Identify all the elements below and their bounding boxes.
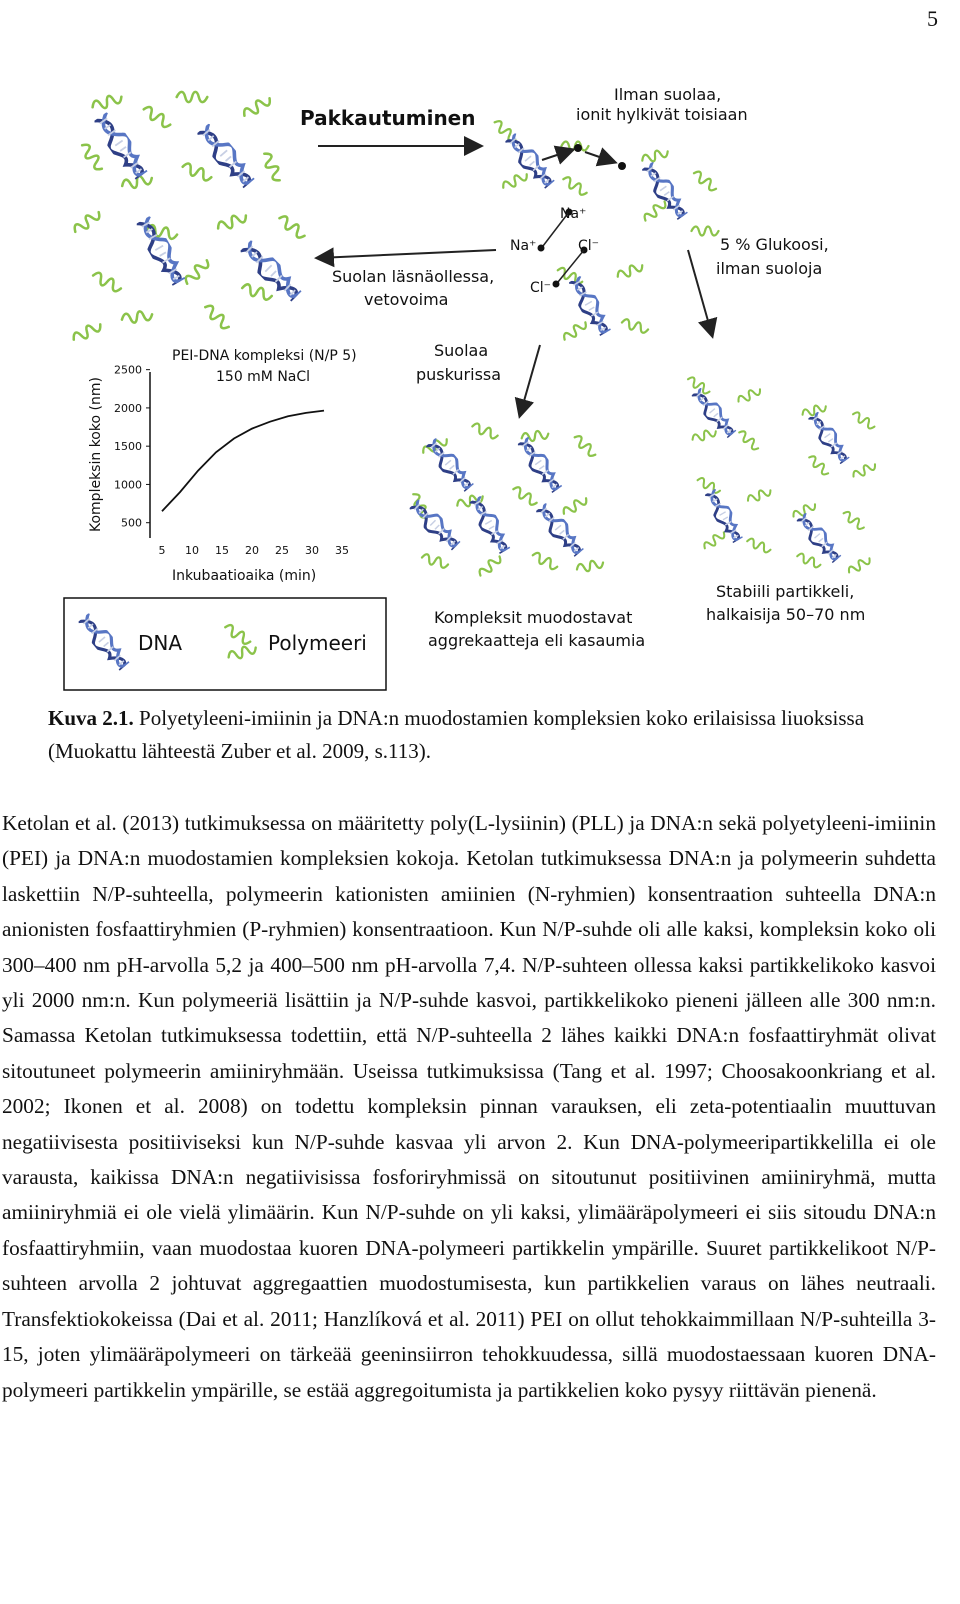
no-salt-cluster — [492, 119, 719, 343]
y-tick-label: 1500 — [114, 440, 142, 454]
ion-cl-2: Cl⁻ — [530, 280, 552, 296]
label-stabiili-1: Stabiili partikkeli, — [716, 582, 855, 601]
page-number: 5 — [927, 6, 938, 31]
legend-polymer-icon — [223, 623, 253, 646]
x-tick-label: 25 — [275, 544, 289, 557]
stable-particles — [686, 376, 877, 576]
label-suolan-2: vetovoima — [364, 290, 449, 309]
label-glukoosi-1: 5 % Glukoosi, — [720, 235, 829, 254]
y-tick-label: 2500 — [114, 363, 142, 377]
y-tick-label: 500 — [121, 516, 142, 530]
chart-ylabel: Kompleksin koko (nm) — [88, 377, 104, 532]
label-suolan-1: Suolan läsnäollessa, — [332, 267, 495, 286]
figure-pei-dna — [0, 0, 960, 700]
inset-chart — [88, 348, 357, 584]
x-tick-label: 5 — [158, 544, 166, 557]
body-paragraph: Ketolan et al. (2013) tutkimuksessa on määritetty poly(L-lysiinin) (PLL) ja DNA:n sekä polyetyleeni-imiinin (PEI) ja DNA:n muodostamien kompleksien kokoja. Ketolan tutkimuksessa DNA:n ja polymeerin suhdetta laskettiin N/P-suhteella, polymeerin kationisten amiinien (N-ryhmien) konsentraation suhteella DNA:n anionisten fosfaattiryhmien (P-ryhmien) konsentraatioon. Kun N/P-suhde oli alle kaksi, kompleksin koko oli 300–400 nm pH-arvolla 5,2 ja 400–500 nm pH-arvolla 7,4. N/P-suhteen ollessa kaksi partikkelikoko kasvoi yli 2000 nm:n. Kun polymeeriä lisättiin ja N/P-suhde kasvoi, partikkelikoko pieneni jälleen alle 300 nm:n. Samassa Ketolan tutkimuksessa todettiin, että N/P-suhteella 2 lähes kaikki DNA:n fosfaattiryhmät olivat sitoutuneet polymeerin amiiniryhmään. Useissa tutkimuksissa (Tang et al. 1997; Choosakoonkriang et al. 2002; Ikonen et al. 2008) on todettu kompleksin pinnan varauksen, eli zeta-potentiaalin muuttuvan negatiivisesta positiiviseksi kun N/P-suhde kasvaa yli arvon 2. Kun DNA-polymeeripartikkelilla ei ole varausta, kaikissa DNA:n negatiivisissa fosforiryhmissä on sitoutunut positiivinen amiiniryhmä, mutta amiiniryhmiä ei ole vielä ylimäärin. Kun N/P-suhde on yli kaksi, ylimääräpolymeeri ei siis sitoudu DNA:n fosfaattiryhmiin, vaan muodostaa kuoren DNA-polymeeri partikkelin ympärille. Suuret partikkelikoot N/P-suhteen arvolla 2 johtuvat aggregaattien muodostumisesta, kun partikkelien varaus on lähes neutraali. Transfektiokokeissa (Dai et al. 2011; Hanzlíková et al. 2011) PEI on ollut tehokkaimmillaan N/P-suhteilla 3-15, joten ylimääräpolymeeri on tärkeää geeninsiirron tehokkuudessa, sillä muodostaessaan kuoren DNA-polymeeri partikkelin ympärille, se estää aggregoitumista ja partikkelien koko pysyy riittävän pienenä. — [2, 811, 936, 1402]
y-tick-label: 2000 — [114, 401, 142, 415]
label-suolaa-1: Suolaa — [434, 341, 489, 360]
aggregate-cluster — [407, 422, 604, 579]
x-tick-label: 15 — [215, 544, 229, 557]
label-kompleksit-2: aggrekaatteja eli kasaumia — [428, 631, 646, 650]
ion-cl-1: Cl⁻ — [578, 238, 600, 254]
ion-na-1: Na⁺ — [560, 206, 587, 222]
legend-polymer: Polymeeri — [268, 631, 367, 655]
caption-label: Kuva 2.1. — [48, 706, 134, 730]
caption-text: Polyetyleeni-imiinin ja DNA:n muodostamien kompleksien koko erilaisissa liuoksissa (Muokattu lähteestä Zuber et al. 2009, s.113). — [48, 706, 865, 763]
x-tick-label: 35 — [335, 544, 349, 557]
y-tick-label: 1000 — [114, 478, 142, 492]
packing-cluster — [71, 92, 307, 344]
chart-title: PEI-DNA kompleksi (N/P 5) — [172, 348, 357, 364]
legend-box — [64, 598, 386, 690]
label-ilman-suolaa-2: ionit hylkivät toisiaan — [576, 105, 748, 124]
x-tick-label: 20 — [245, 544, 259, 557]
ion-na-2: Na⁺ — [510, 238, 537, 254]
label-pakkautuminen: Pakkautuminen — [300, 106, 476, 130]
chart-subtitle: 150 mM NaCl — [216, 369, 311, 385]
label-stabiili-2: halkaisija 50–70 nm — [706, 605, 866, 624]
legend-dna-icon — [76, 611, 133, 673]
figure-caption — [48, 702, 908, 768]
legend-dna: DNA — [138, 631, 183, 655]
label-glukoosi-2: ilman suoloja — [716, 259, 823, 278]
x-tick-label: 30 — [305, 544, 319, 557]
chart-xlabel: Inkubaatioaika (min) — [172, 568, 317, 584]
x-tick-label: 10 — [185, 544, 199, 557]
chart-series-line — [162, 411, 324, 512]
label-suolaa-2: puskurissa — [416, 365, 502, 384]
label-kompleksit-1: Kompleksit muodostavat — [434, 608, 633, 627]
label-ilman-suolaa-1: Ilman suolaa, — [614, 85, 722, 104]
